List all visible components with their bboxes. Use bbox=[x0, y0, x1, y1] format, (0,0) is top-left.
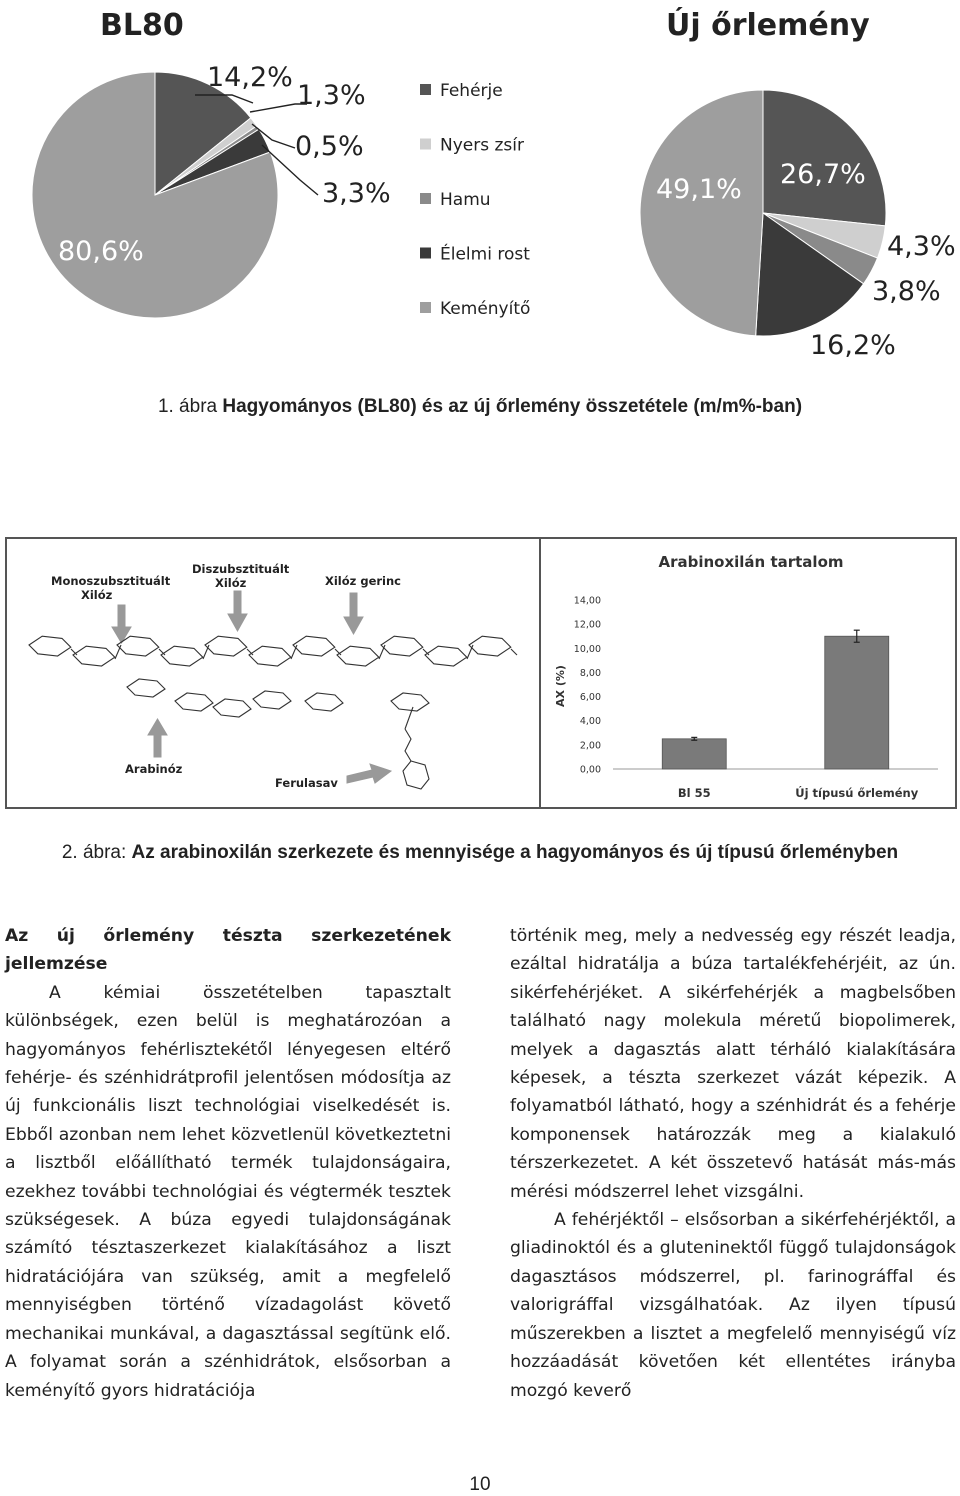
figure-1 bbox=[0, 0, 960, 380]
pie-label-new-fat: 4,3% bbox=[887, 231, 956, 262]
sugar-ring bbox=[249, 646, 291, 666]
section-heading: Az új őrlemény tészta szerkezetének jellemzése bbox=[5, 926, 451, 975]
pie-legend bbox=[420, 81, 530, 319]
glycosidic-bond bbox=[467, 645, 473, 659]
figure-2 bbox=[5, 537, 957, 809]
glycosidic-bond bbox=[511, 649, 517, 655]
sugar-ring bbox=[293, 636, 335, 656]
label-ferulic: Ferulasav bbox=[275, 776, 338, 790]
label-mono-2: Xilóz bbox=[81, 588, 113, 602]
bar-chart-title: Arabinoxilán tartalom bbox=[658, 553, 844, 571]
bar-Új típusú őrlemény bbox=[825, 636, 889, 769]
caption-1-text: Hagyományos (BL80) és az új őrlemény összetétele (m/m%-ban) bbox=[222, 396, 803, 417]
glycosidic-bond bbox=[379, 645, 385, 659]
pie-chart-new bbox=[640, 90, 886, 336]
structure-arrows bbox=[112, 591, 391, 783]
caption-2-prefix: 2. ábra: bbox=[61, 842, 132, 863]
legend-swatch-Élelmi rost bbox=[420, 248, 431, 259]
sugar-ring bbox=[337, 646, 379, 666]
legend-label-Fehérje: Fehérje bbox=[440, 81, 503, 101]
sugar-ring bbox=[253, 691, 291, 709]
sugar-ring bbox=[29, 636, 71, 656]
right-column bbox=[510, 922, 956, 1405]
legend-swatch-Hamu bbox=[420, 193, 431, 204]
label-mono: Monoszubsztituált bbox=[51, 574, 171, 588]
right-paragraph-1: történik meg, mely a nedvesség egy részét leadja, ezáltal hidratálja a búza tartalékfehérjéit, az ún. sikérfehérjéket. A sikérfehérjék a magbelsőben található nagy molekula méretű biopolimerek, melyek a dagasztás alatt térháló kialakítására képesek, a tészta szerkezet vázát képezik. A folyamatból látható, hogy a szénhidrát és a fehérje komponensek határozzák meg a kialakuló térszerkezetet. A két összetevő hatását más-más mérési módszerrel lehet vizsgálni. bbox=[510, 926, 956, 1202]
label-di-2: Xilóz bbox=[215, 576, 247, 590]
ferulic-ring bbox=[403, 761, 429, 789]
y-tick-label: 0,00 bbox=[579, 764, 601, 776]
figure-1-caption bbox=[0, 396, 960, 418]
pie-label-new-starch: 49,1% bbox=[656, 174, 742, 205]
right-paragraph-2: A fehérjéktől – elsősorban a sikérfehérjéktől, a gliadinoktól és a gluteninektől függő tulajdonságok dagasztásos módszerrel, pl. farinográffal és valorigráffal vizsgálhatóak. Az ilyen típusú műszerekben a lisztet a megfelelő mennyiségű víz hozzáadását követően két ellentétes irányba mozgó keverő bbox=[510, 1210, 956, 1401]
legend-swatch-Fehérje bbox=[420, 84, 431, 95]
y-tick-label: 12,00 bbox=[573, 619, 601, 631]
label-di: Diszubsztituált bbox=[192, 562, 290, 576]
legend-label-Keményítő: Keményítő bbox=[440, 299, 531, 319]
sugar-ring bbox=[175, 693, 213, 711]
x-tick-label: Bl 55 bbox=[677, 786, 711, 800]
y-tick-label: 6,00 bbox=[579, 692, 601, 704]
y-tick-label: 4,00 bbox=[579, 716, 601, 728]
pie-label-new-fiber: 16,2% bbox=[810, 330, 896, 361]
legend-label-Nyers zsír: Nyers zsír bbox=[440, 135, 524, 156]
y-tick-label: 8,00 bbox=[579, 667, 601, 679]
legend-label-Élelmi rost: Élelmi rost bbox=[440, 244, 530, 265]
left-column bbox=[5, 922, 451, 1405]
caption-1-prefix: 1. ábra bbox=[157, 396, 223, 417]
sugar-ring bbox=[205, 636, 247, 656]
pie-label-new-ash: 3,8% bbox=[872, 276, 941, 307]
pie-label-bl80-fiber: 3,3% bbox=[322, 178, 391, 209]
label-backbone: Xilóz gerinc bbox=[325, 574, 401, 588]
pie-title-new: Új őrlemény bbox=[666, 8, 870, 43]
arabinoxylan-bar-chart bbox=[543, 539, 955, 807]
legend-swatch-Nyers zsír bbox=[420, 139, 431, 150]
arabinoxylan-structure bbox=[7, 539, 537, 807]
sugar-ring bbox=[305, 693, 343, 711]
y-tick-label: 2,00 bbox=[579, 740, 601, 752]
figure-2-caption bbox=[0, 842, 960, 864]
bar-Bl 55 bbox=[662, 739, 726, 769]
sugar-ring bbox=[425, 646, 467, 666]
glycosidic-bond bbox=[115, 645, 121, 659]
pie-slice-Fehérje bbox=[763, 90, 886, 226]
legend-label-Hamu: Hamu bbox=[440, 190, 491, 210]
x-tick-label: Új típusú őrlemény bbox=[795, 786, 919, 800]
pie-chart-bl80 bbox=[32, 72, 278, 318]
label-arabinose: Arabinóz bbox=[125, 762, 183, 776]
pie-label-bl80-ash: 0,5% bbox=[295, 131, 364, 162]
page-number: 10 bbox=[469, 1474, 491, 1495]
sugar-ring bbox=[161, 646, 203, 666]
sugar-ring bbox=[469, 636, 511, 656]
bar-chart-ylabel: AX (%) bbox=[554, 665, 567, 707]
sugar-ring bbox=[73, 646, 115, 666]
pie-title-bl80: BL80 bbox=[100, 8, 184, 43]
left-paragraph: A kémiai összetételben tapasztalt különbségek, ezen belül is meghatározóan a hagyományos fehérlisztekétől lényegesen eltérő fehérje- és szénhidrátprofil jelentősen módosítja az új funkcionális liszt technológiai viselkedését is. Ebből azonban nem lehet közvetlenül következtetni a lisztből előállítható termék tulajdonságaira, ezekhez további technológiai és végtermék tesztek szükségesek. A búza egyedi tulajdonságának számító tésztaszerkezet kialakításához a liszt hidratációjára van szükség, amit a megfelelő mennyiségben történő vízadagolást követő mechanikai munkával, a dagasztással segítünk elő. A folyamat során a szénhidrátok, elsősorban a keményítő gyors hidratációja bbox=[5, 982, 451, 1401]
bar-chart-plot bbox=[574, 596, 938, 801]
legend-swatch-Keményítő bbox=[420, 302, 431, 313]
sugar-ring bbox=[381, 636, 423, 656]
pie-slice-Keményítő bbox=[640, 90, 763, 336]
glycosidic-bond bbox=[291, 645, 297, 659]
figure-2-divider bbox=[539, 539, 541, 807]
caption-2-text: Az arabinoxilán szerkezete és mennyisége a hagyományos és új típusú őrleményben bbox=[131, 842, 899, 863]
pie-label-new-protein: 26,7% bbox=[780, 159, 866, 190]
ferulic-chain bbox=[405, 729, 411, 761]
sugar-ring bbox=[127, 679, 165, 697]
sugar-ring bbox=[213, 699, 251, 717]
pie-label-bl80-starch: 80,6% bbox=[58, 236, 144, 267]
sugar-ring bbox=[391, 693, 429, 711]
pie-label-bl80-protein: 14,2% bbox=[207, 62, 293, 93]
y-tick-label: 10,00 bbox=[573, 643, 601, 655]
glycosidic-bond bbox=[203, 645, 209, 659]
y-tick-label: 14,00 bbox=[573, 595, 601, 607]
pie-label-bl80-fat: 1,3% bbox=[297, 80, 366, 111]
xylan-backbone-rings bbox=[29, 636, 517, 789]
